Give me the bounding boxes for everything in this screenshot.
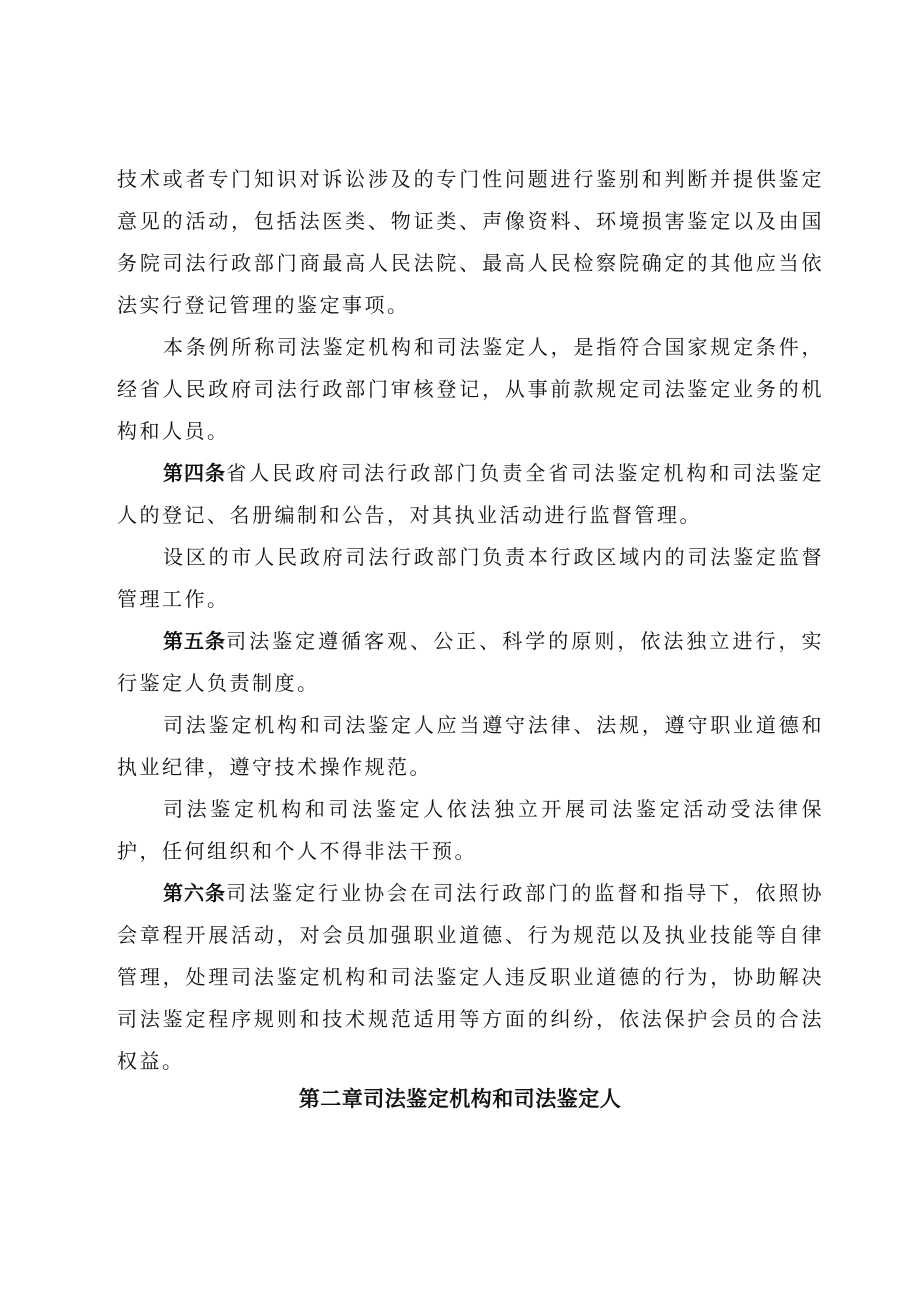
paragraph-text: 司法鉴定行业协会在司法行政部门的监督和指导下，依照协会章程开展活动，对会员加强职业道德、行为规范以及执业技能等自律管理，处理司法鉴定机构和司法鉴定人违反职业道德的行为，协助解决司法鉴定程序规则和技术规范适用等方面的纠纷，依法保护会员的合法权益。 [117, 881, 825, 1073]
paragraph-text: 省人民政府司法行政部门负责全省司法鉴定机构和司法鉴定人的登记、名册编制和公告，对其执业活动进行监督管理。 [117, 461, 825, 527]
paragraph-article-5-clause-3 [117, 788, 824, 872]
article-label: 第五条 [163, 629, 227, 653]
paragraph-text: 技术或者专门知识对诉讼涉及的专门性问题进行鉴别和判断并提供鉴定意见的活动，包括法医类、物证类、声像资料、环境损害鉴定以及由国务院司法行政部门商最高人民法院、最高人民检察院确定的其他应当依法实行登记管理的鉴定事项。 [117, 167, 824, 317]
paragraph-text: 司法鉴定机构和司法鉴定人应当遵守法律、法规，遵守职业道德和执业纪律，遵守技术操作规范。 [117, 713, 824, 779]
paragraph-article-5-clause-2 [117, 704, 824, 788]
chapter-heading: 第二章司法鉴定机构和司法鉴定人 [298, 1087, 622, 1111]
paragraph-continuation [117, 158, 824, 326]
paragraph-article-6 [117, 872, 824, 1082]
paragraph-article-4-clause-2 [117, 536, 824, 620]
paragraph-article-4 [117, 452, 824, 536]
document-body [117, 158, 824, 1082]
paragraph-text: 设区的市人民政府司法行政部门负责本行政区域内的司法鉴定监督管理工作。 [117, 545, 824, 611]
paragraph-article-3-clause-2 [117, 326, 824, 452]
article-label: 第四条 [163, 461, 227, 485]
article-label: 第六条 [163, 881, 227, 905]
paragraph-text: 本条例所称司法鉴定机构和司法鉴定人，是指符合国家规定条件，经省人民政府司法行政部门审核登记，从事前款规定司法鉴定业务的机构和人员。 [117, 335, 824, 443]
paragraph-text: 司法鉴定机构和司法鉴定人依法独立开展司法鉴定活动受法律保护，任何组织和个人不得非法干预。 [117, 797, 824, 863]
paragraph-text: 司法鉴定遵循客观、公正、科学的原则，依法独立进行，实行鉴定人负责制度。 [117, 629, 825, 695]
paragraph-article-5 [117, 620, 824, 704]
